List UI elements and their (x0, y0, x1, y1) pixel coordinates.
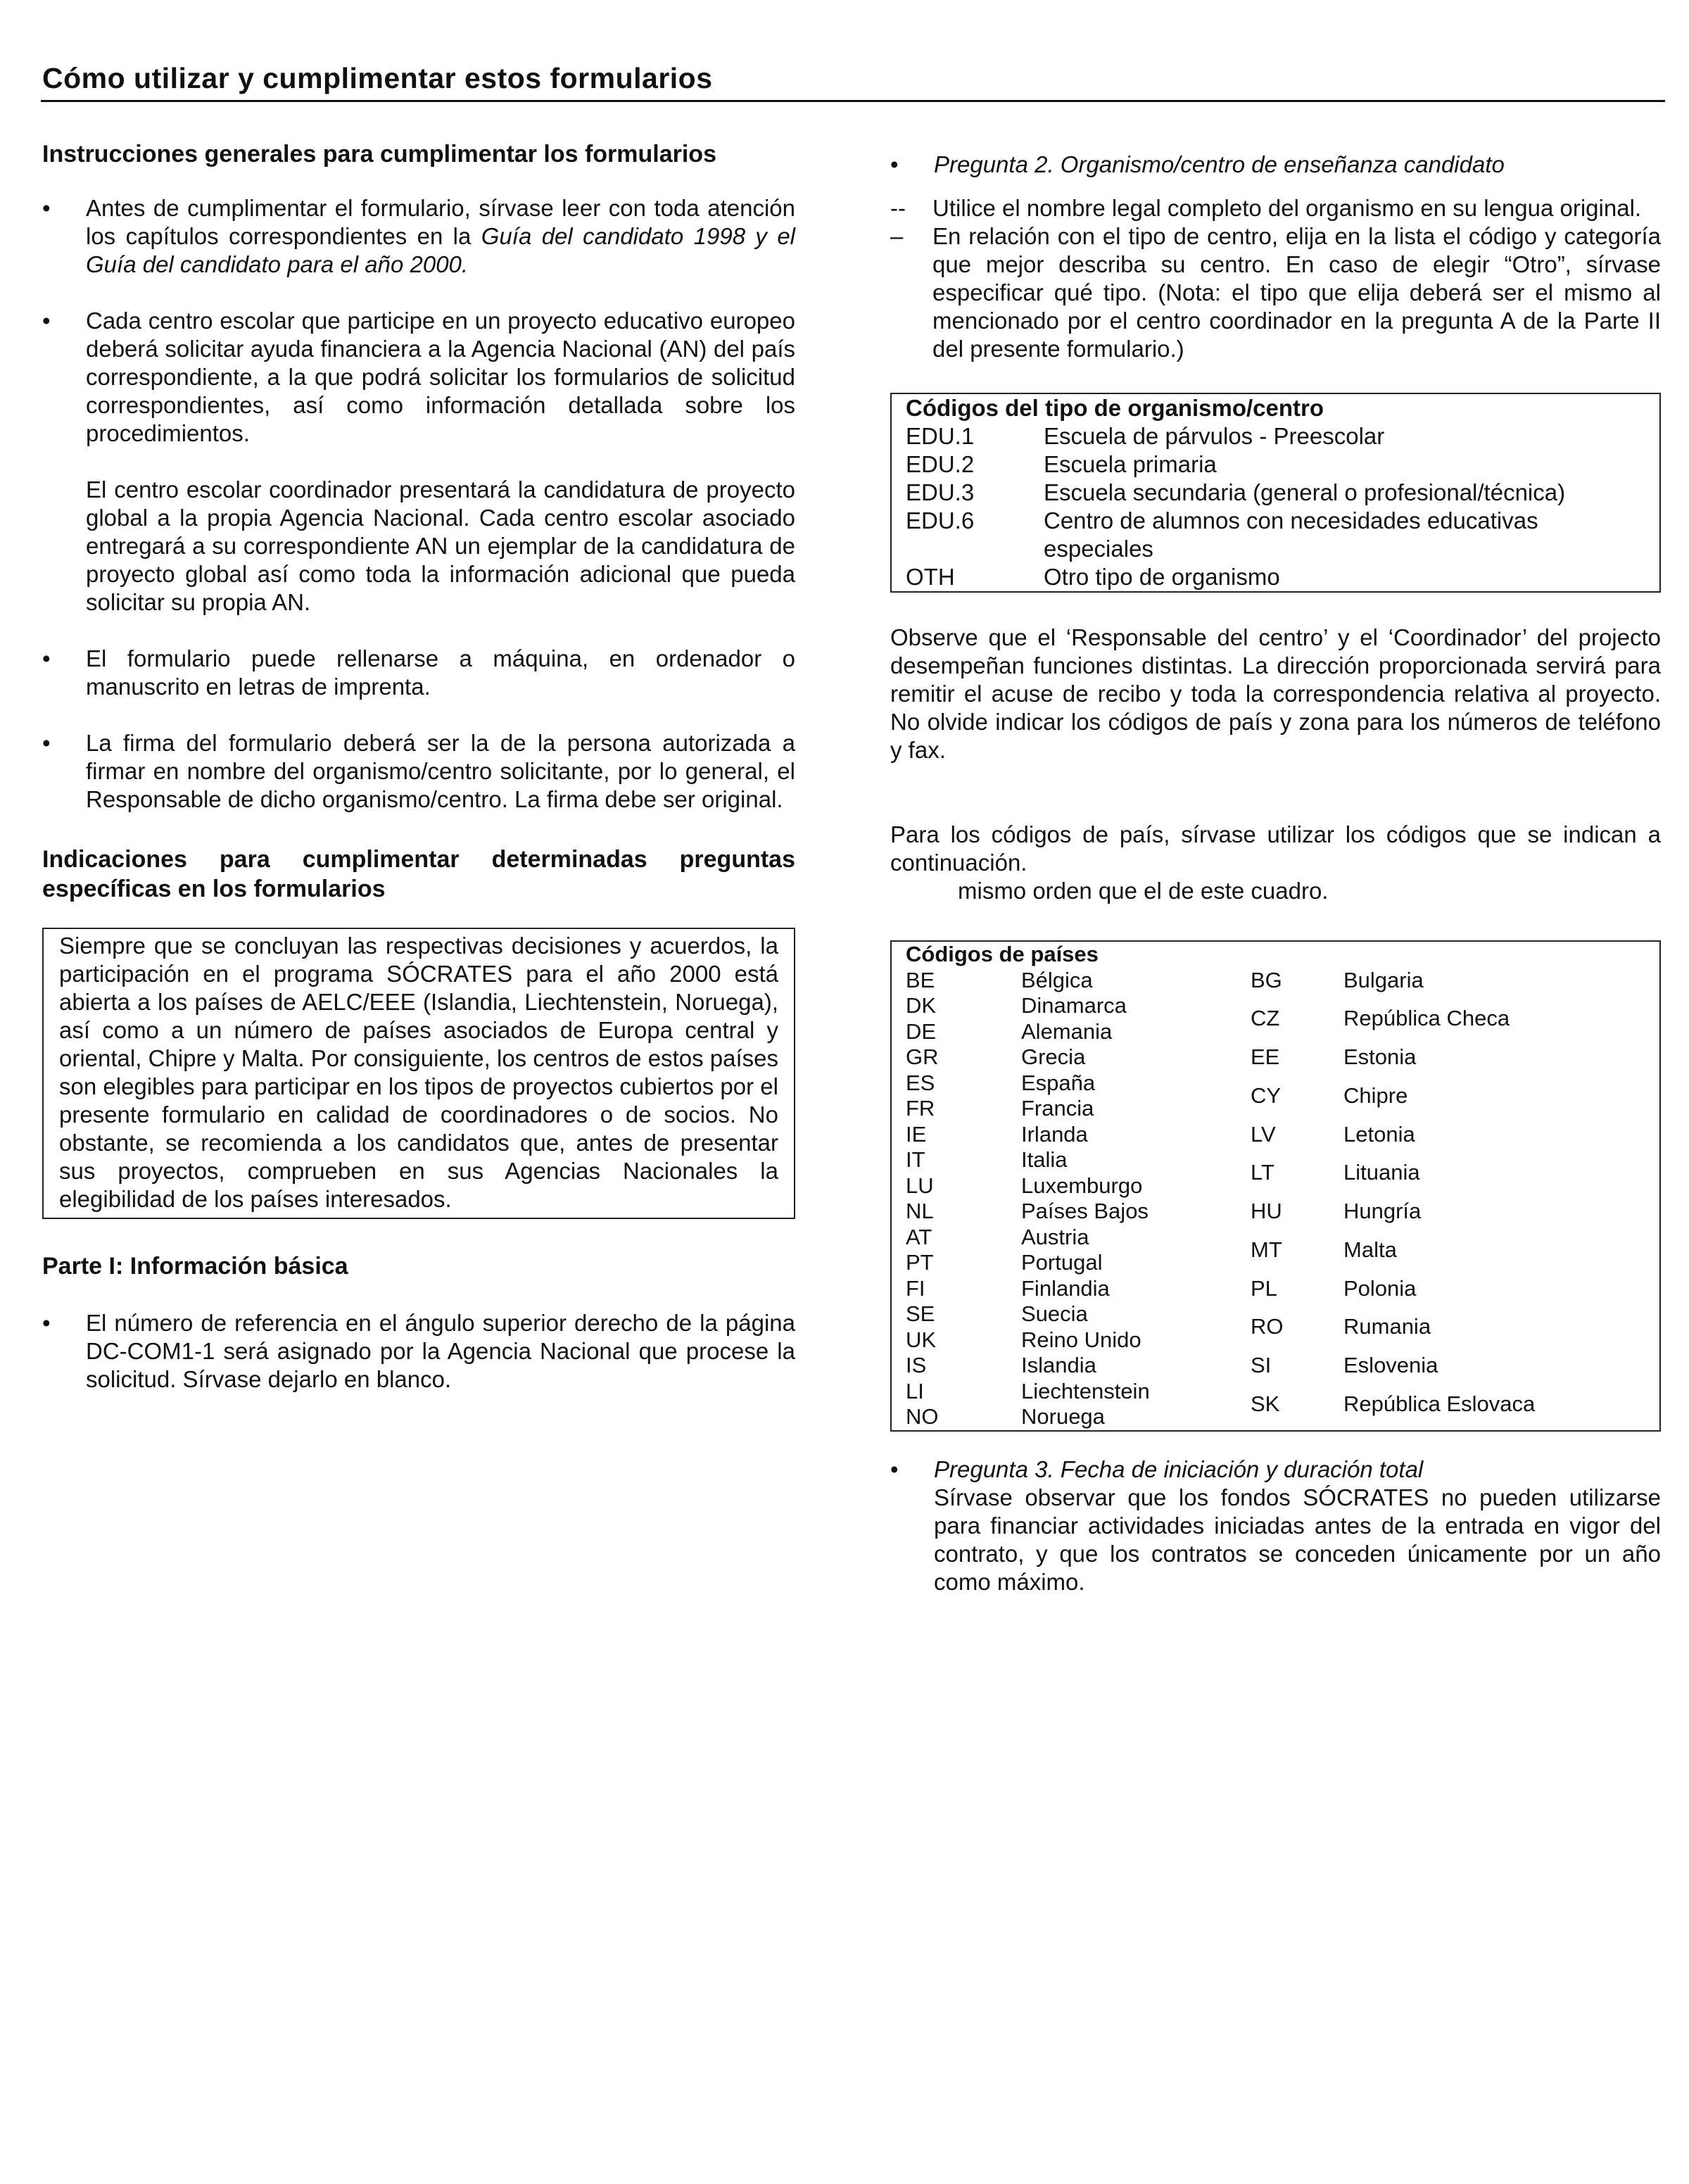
code-cell: IE (906, 1121, 927, 1147)
label-cell: Luxemburgo (1021, 1173, 1143, 1198)
code-cell: SI (1251, 1353, 1272, 1377)
country-codes-title: Códigos de países (906, 942, 1099, 966)
code-cell: EDU.2 (906, 451, 975, 477)
country-row (906, 1225, 1251, 1251)
question-2-heading (890, 151, 1661, 179)
label-cell: Irlanda (1021, 1121, 1088, 1147)
country-row (906, 1404, 1251, 1430)
bullet-text: El formulario puede rellenarse a máquina, en ordenador o manuscrito en letras de imprenta. (86, 645, 795, 700)
code-cell: MT (1251, 1237, 1282, 1262)
country-row (906, 1250, 1251, 1276)
org-codes-title: Códigos del tipo de organismo/centro (906, 395, 1324, 421)
code-cell: EDU.1 (906, 423, 975, 449)
code-cell: BG (1251, 967, 1282, 992)
org-code-row (906, 507, 1645, 563)
code-cell: BE (906, 967, 935, 992)
label-cell: España (1021, 1070, 1096, 1095)
label-cell: Portugal (1021, 1250, 1103, 1275)
bullet-icon: • (42, 1310, 51, 1336)
code-cell: HU (1251, 1199, 1282, 1223)
label-cell: Islandia (1021, 1353, 1096, 1377)
label-cell: Chipre (1343, 1082, 1408, 1108)
code-cell: DE (906, 1018, 937, 1044)
org-code-row (906, 450, 1645, 479)
code-cell: NO (906, 1404, 939, 1429)
country-row (1251, 1391, 1535, 1430)
code-cell: UK (906, 1327, 937, 1352)
label-cell: Lituania (1343, 1160, 1420, 1185)
label-cell: Alemania (1021, 1018, 1113, 1044)
code-cell: IT (906, 1147, 925, 1172)
code-cell: LU (906, 1173, 934, 1198)
code-cell: ES (906, 1070, 935, 1095)
country-codes-table-left (906, 968, 1251, 1430)
label-cell: Grecia (1021, 1044, 1086, 1069)
code-cell: LT (1251, 1160, 1274, 1185)
country-row (906, 968, 1251, 994)
title-divider (41, 100, 1665, 102)
country-row (1251, 1044, 1535, 1083)
org-codes-table (906, 422, 1645, 591)
country-row (906, 1276, 1251, 1302)
q2-item-legal-name (890, 194, 1661, 222)
right-column (890, 134, 1661, 1596)
bullet-icon: • (42, 195, 51, 221)
code-cell: EE (1251, 1044, 1280, 1069)
label-cell: Letonia (1343, 1121, 1415, 1147)
dash-icon: – (890, 223, 904, 249)
label-cell: Rumania (1343, 1314, 1431, 1339)
country-row (906, 1353, 1251, 1379)
country-codes-table-right (1251, 968, 1535, 1430)
code-cell: DK (906, 993, 937, 1018)
code-cell: PL (1251, 1275, 1277, 1301)
part1-heading: Parte I: Información básica (42, 1253, 348, 1280)
code-cell: GR (906, 1044, 939, 1069)
code-cell: CY (1251, 1082, 1282, 1108)
code-cell: PT (906, 1250, 934, 1275)
code-cell: SE (906, 1301, 935, 1326)
label-cell: Estonia (1343, 1044, 1417, 1069)
country-row (906, 1301, 1251, 1327)
label-cell: Países Bajos (1021, 1199, 1149, 1223)
label-cell: Austria (1021, 1224, 1089, 1249)
eligibility-note-text: Siempre que se concluyan las respectivas decisiones y acuerdos, la participación en el programa SÓCRATES para el año 2000 está abierta a los países de AELC/EEE (Islandia, Liechtenstein, Noruega), así como a un número de países asociados de Europa central y oriental, Chipre y Malta. Por consiguiente, los centros de estos países son elegibles para participar en los tipos de proyectos cubiertos por el presente formulario en calidad de coordinadores o de socios. No obstante, se recomienda a los candidatos que, antes de presentar sus proyectos, comprueben en sus Agencias Nacionales la elegibilidad de los países interesados. (59, 933, 778, 1212)
bullet-signature (42, 729, 795, 814)
country-row (906, 993, 1251, 1019)
code-cell: EDU.6 (906, 507, 975, 534)
bullet-form-filling (42, 645, 795, 701)
bullet-icon: • (890, 151, 899, 177)
code-cell: NL (906, 1199, 934, 1223)
bullet-icon: • (890, 1456, 899, 1482)
country-row (1251, 1314, 1535, 1353)
country-row (906, 1173, 1251, 1199)
country-codes-intro-continued: mismo orden que el de este cuadro. (958, 878, 1329, 904)
country-row (906, 1044, 1251, 1071)
country-row (1251, 1122, 1535, 1161)
bullet-icon: • (42, 645, 51, 671)
code-cell: OTH (906, 564, 955, 590)
code-cell: CZ (1251, 1006, 1280, 1031)
label-cell: Suecia (1021, 1301, 1088, 1326)
code-cell: FI (906, 1275, 925, 1301)
code-cell: LV (1251, 1121, 1276, 1147)
country-row (1251, 968, 1535, 1006)
org-codes-box (890, 393, 1661, 593)
label-cell: Dinamarca (1021, 993, 1127, 1018)
org-code-row (906, 563, 1645, 591)
country-row (1251, 1160, 1535, 1199)
q2-item-centre-type (890, 222, 1661, 363)
country-row (1251, 1083, 1535, 1122)
bullet-school-centres (42, 307, 795, 617)
bullet-icon: • (42, 730, 51, 756)
label-cell: Escuela de párvulos - Preescolar (1044, 423, 1385, 449)
bullet-reference-number (42, 1309, 795, 1394)
label-cell: Malta (1343, 1237, 1397, 1262)
country-row (906, 1327, 1251, 1353)
label-cell: Italia (1021, 1147, 1068, 1172)
bullet-read-guide (42, 194, 795, 279)
country-row (906, 1122, 1251, 1148)
label-cell: Liechtenstein (1021, 1378, 1150, 1403)
question-3-title: Pregunta 3. Fecha de iniciación y duración total (934, 1456, 1424, 1482)
bullet-text: Cada centro escolar que participe en un proyecto educativo europeo deberá solicitar ayuda financiera a la Agencia Nacional (AN) del país correspondiente, a la que podrá solicitar los formularios de solicitud correspondientes, así como información detallada sobre los procedimientos. (86, 308, 795, 446)
observe-paragraph: Observe que el ‘Responsable del centro’ y el ‘Coordinador’ del projecto desempeñan funciones distintas. La dirección proporcionada servirá para remitir el acuse de recibo y toda la correspondencia relativa al proyecto. No olvide indicar los códigos de país y zona para los números de teléfono y fax. (890, 624, 1661, 763)
label-cell: Bélgica (1021, 967, 1093, 992)
country-codes-intro: Para los códigos de país, sírvase utilizar los códigos que se indican a continuación. (890, 821, 1661, 876)
label-cell: Escuela primaria (1044, 451, 1217, 477)
label-cell: Otro tipo de organismo (1044, 564, 1280, 590)
code-cell: RO (1251, 1314, 1284, 1339)
country-row (1251, 1199, 1535, 1237)
label-cell: Eslovenia (1343, 1353, 1438, 1377)
question-3-text: Sírvase observar que los fondos SÓCRATES no pueden utilizarse para financiar actividades iniciadas antes de la entrada en vigor del contrato, y que los contratos se conceden únicamente por un año como máximo. (934, 1484, 1661, 1595)
specific-questions-heading: Indicaciones para cumplimentar determinadas preguntas específicas en los formularios (42, 846, 795, 902)
left-column (42, 134, 795, 1394)
country-row (1251, 1237, 1535, 1276)
label-cell: Reino Unido (1021, 1327, 1141, 1352)
code-cell: EDU.3 (906, 479, 975, 505)
country-codes-box (890, 940, 1661, 1432)
label-cell: República Eslovaca (1343, 1391, 1536, 1416)
question-2-title: Pregunta 2. Organismo/centro de enseñanza candidato (934, 151, 1505, 177)
guide-title-text: Guía del candidato 1998 y el Guía del candidato para el año 2000. (86, 223, 796, 277)
country-row (906, 1147, 1251, 1173)
label-cell: Escuela secundaria (general o profesional/técnica) (1044, 479, 1566, 505)
label-cell: Centro de alumnos con necesidades educativas especiales (1044, 507, 1538, 562)
bullet-text: El número de referencia en el ángulo superior derecho de la página DC-COM1-1 será asignado por la Agencia Nacional que procese la solicitud. Sírvase dejarlo en blanco. (86, 1310, 795, 1392)
page-title: Cómo utilizar y cumplimentar estos formularios (42, 62, 713, 94)
country-row (906, 1379, 1251, 1405)
bullet-text: El centro escolar coordinador presentará la candidatura de proyecto global a la propia Agencia Nacional. Cada centro escolar asociado entregará a su correspondiente AN un ejemplar de la candidatura de proyecto global así como toda la información adicional que pueda solicitar su propia AN. (86, 476, 795, 615)
code-cell: AT (906, 1224, 932, 1249)
bullet-icon: • (42, 308, 51, 334)
country-row (1251, 1006, 1535, 1044)
label-cell: Francia (1021, 1096, 1094, 1121)
country-row (1251, 1276, 1535, 1315)
eligibility-note-box (42, 928, 795, 1219)
label-cell: República Checa (1343, 1006, 1510, 1031)
q2-item-text: Utilice el nombre legal completo del organismo en su lengua original. (932, 195, 1642, 221)
country-row (906, 1071, 1251, 1097)
label-cell: Polonia (1343, 1275, 1417, 1301)
country-row (906, 1019, 1251, 1045)
dash-icon: -- (890, 195, 906, 221)
label-cell: Noruega (1021, 1404, 1105, 1429)
org-code-row (906, 422, 1645, 450)
code-cell: LI (906, 1378, 924, 1403)
country-row (906, 1096, 1251, 1122)
bullet-text: Antes de cumplimentar el formulario, sírvase leer con toda atención los capítulos correspondientes en la (86, 195, 795, 249)
org-code-row (906, 479, 1645, 507)
label-cell: Finlandia (1021, 1275, 1110, 1301)
label-cell: Hungría (1343, 1199, 1422, 1223)
code-cell: SK (1251, 1391, 1280, 1416)
label-cell: Bulgaria (1343, 967, 1424, 992)
q2-item-text: En relación con el tipo de centro, elija en la lista el código y categoría que mejor describa su centro. En caso de elegir “Otro”, sírvase especificar qué tipo. (Nota: el tipo que elija deberá ser el mismo al mencionado por el centro coordinador en la pregunta A de la Parte II del presente formulario.) (932, 223, 1661, 362)
country-row (1251, 1353, 1535, 1391)
code-cell: IS (906, 1353, 927, 1377)
bullet-text: La firma del formulario deberá ser la de la persona autorizada a firmar en nombre del organismo/centro solicitante, por lo general, el Responsable de dicho organismo/centro. La firma debe ser original. (86, 730, 795, 812)
general-instructions-heading: Instrucciones generales para cumplimentar los formularios (42, 141, 716, 168)
code-cell: FR (906, 1096, 935, 1121)
question-3 (890, 1456, 1661, 1596)
country-row (906, 1199, 1251, 1225)
